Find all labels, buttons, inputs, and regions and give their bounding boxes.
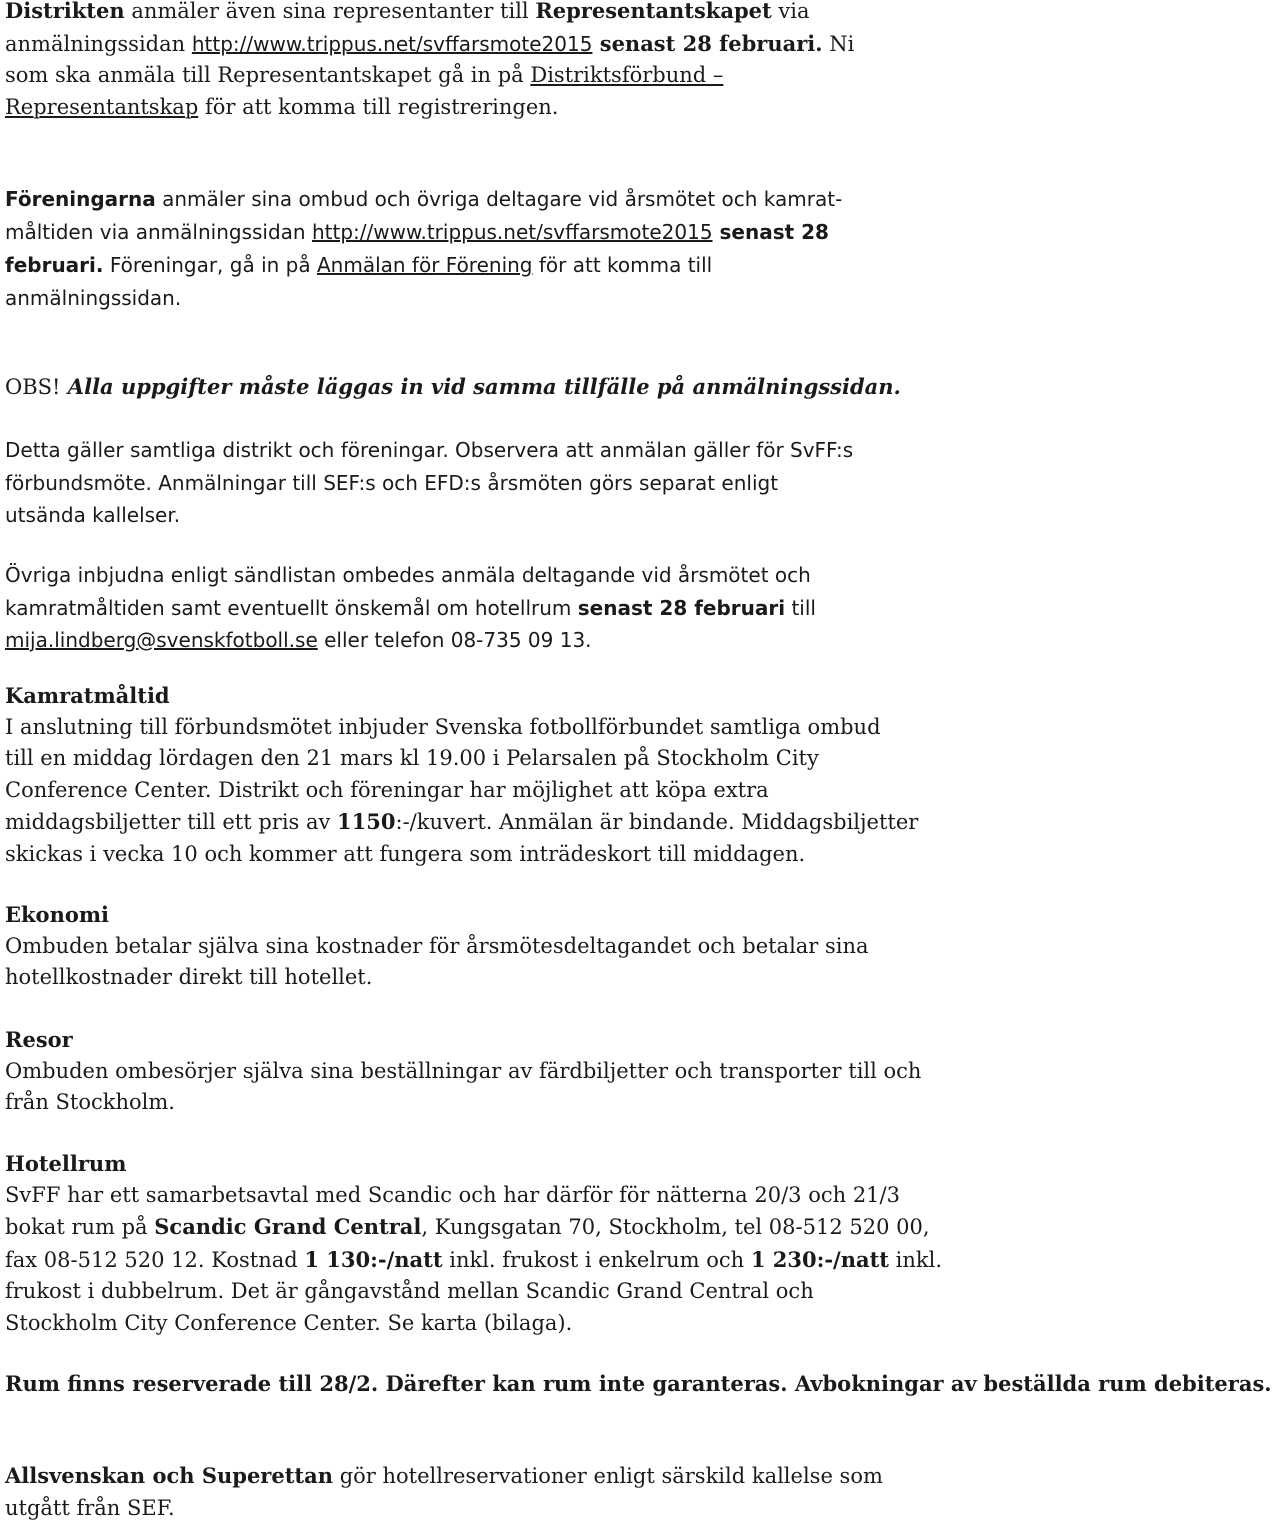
district-label: Distrikten <box>5 0 125 23</box>
hotel-heading: Hotellrum <box>5 1151 127 1176</box>
registration-link[interactable]: http://www.trippus.net/svffarsmote2015 <box>191 31 593 56</box>
section-hotel: Hotellrum SvFF har ett samarbetsavtal med Scandic och har därför för nätterna 20/3 och 21/3 bokat rum på Scandic Grand Central, Kungsgatan 70, Stockholm, tel 08-512 520 00, fax 08-512 520 12. Kostnad 1 130:-/natt inkl. frukost i enkelrum och 1 230:-/natt inkl. frukost i dubbelrum. Det är gångavstånd mellan Scandic Grand Central och Stockholm City Conference Center. Se karta (bilaga). <box>5 1148 960 1339</box>
club-registration-page-link[interactable]: Anmälan för Förening <box>316 253 533 277</box>
paragraph-applies-to-all: Detta gäller samtliga distrikt och föreningar. Observera att anmälan gäller för SvFF:s förbundsmöte. Anmälningar till SEF:s och EFD:s årsmöten görs separat enligt utsända kallelser. <box>5 438 854 527</box>
section-dinner: Kamratmåltid I anslutning till förbundsmötet inbjuder Svenska fotbollförbundet samtliga ombud till en middag lördagen den 21 mars kl 19.00 i Pelarsalen på Stockholm City Conference Center. Distrikt och föreningar har möjlighet att köpa extra middagsbiljetter till ett pris av 1150:-/kuvert. Anmälan är bindande. Middagsbiljetter skickas i vecka 10 och kommer att fungera som inträdeskort till middagen. <box>5 680 960 870</box>
paragraph-district-registration: Distrikten anmäler även sina representanter till Representantskapet via anmälningssidan http://www.trippus.net/svffarsmote2015 senast 28 februari. Ni som ska anmäla till Representantskapet gå in på Distriktsförbund – Representantskap för att komma till registreringen. <box>5 0 855 119</box>
paragraph-allsvenskan: Allsvenskan och Superettan gör hotellreservationer enligt särskild kallelse som utgått från SEF. <box>5 1463 883 1520</box>
room-reservation-notice: Rum finns reserverade till 28/2. Därefter kan rum inte garanteras. Avbokningar av beställda rum debiteras. <box>5 1371 1272 1396</box>
paragraph-club-registration: Föreningarna anmäler sina ombud och övriga deltagare vid årsmötet och kamrat- måltiden via anmälningssidan http://www.trippus.net/svffarsmote2015 senast 28 februari. Föreningar, gå in på Anmälan för Förening för att komma till anmälningssidan. <box>5 187 843 310</box>
dinner-heading: Kamratmåltid <box>5 683 170 708</box>
district-representative-link-cont[interactable]: Representantskap <box>5 94 199 119</box>
economy-heading: Ekonomi <box>5 902 110 927</box>
section-economy: Ekonomi Ombuden betalar själva sina kostnader för årsmötesdeltagandet och betalar sina hotellkostnader direkt till hotellet. <box>5 899 960 994</box>
email-link[interactable]: mija.lindberg@svenskfotboll.se <box>5 628 318 652</box>
obs-notice: OBS! Alla uppgifter måste läggas in vid samma tillfälle på anmälningssidan. <box>5 374 901 399</box>
club-registration-link[interactable]: http://www.trippus.net/svffarsmote2015 <box>311 220 713 244</box>
travel-heading: Resor <box>5 1027 73 1052</box>
section-travel: Resor Ombuden ombesörjer själva sina beställningar av färdbiljetter och transporter till och från Stockholm. <box>5 1024 960 1119</box>
district-representative-link[interactable]: Distriktsförbund – <box>530 63 724 87</box>
paragraph-other-invitees: Övriga inbjudna enligt sändlistan ombedes anmäla deltagande vid årsmötet och kamratmåltiden samt eventuellt önskemål om hotellrum senast 28 februari till mija.lindberg@svenskfotboll.se eller telefon 08-735 09 13. <box>5 563 816 652</box>
